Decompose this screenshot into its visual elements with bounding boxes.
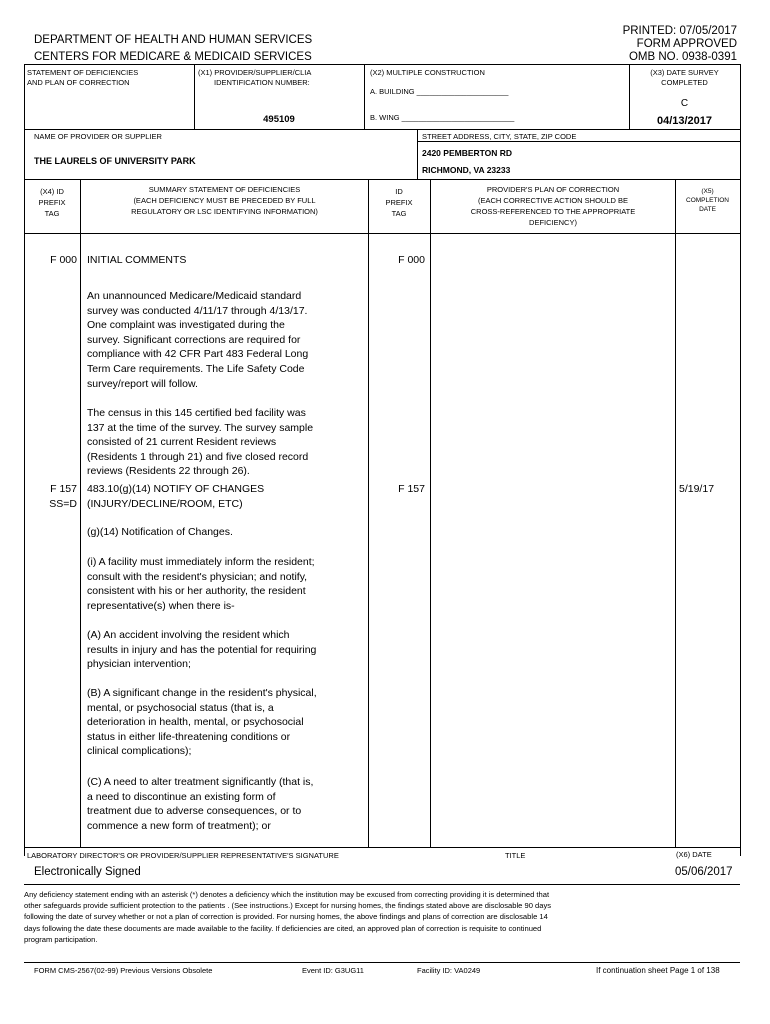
street-address: 2420 PEMBERTON RD <box>422 148 513 158</box>
plan-label-3: CROSS-REFERENCED TO THE APPROPRIATE <box>470 207 636 216</box>
id-label-3: TAG <box>391 209 407 218</box>
x3-label-1: (X3) DATE SURVEY <box>650 68 719 77</box>
x4-label-2: PREFIX <box>38 198 66 207</box>
statement-label-1: STATEMENT OF DEFICIENCIES <box>27 68 139 77</box>
signature-label: LABORATORY DIRECTOR'S OR PROVIDER/SUPPLIER REPRESENTATIVE'S SIGNATURE <box>27 851 339 860</box>
plan-label-1: PROVIDER'S PLAN OF CORRECTION <box>486 185 620 194</box>
x1-label-1: (X1) PROVIDER/SUPPLIER/CLIA <box>198 68 312 77</box>
summary-label-3: REGULATORY OR LSC IDENTIFYING INFORMATION) <box>131 207 318 216</box>
tag-f157: F 157 <box>50 483 77 495</box>
id-f157: F 157 <box>398 483 425 495</box>
department-title: DEPARTMENT OF HEALTH AND HUMAN SERVICES <box>34 34 313 46</box>
completion-date: 5/19/17 <box>679 483 715 495</box>
x4-label-3: TAG <box>44 209 60 218</box>
tag-f000: F 000 <box>50 254 77 266</box>
x6-date-label: (X6) DATE <box>676 850 712 859</box>
plan-label-4: DEFICIENCY) <box>529 218 577 227</box>
plan-label-2: (EACH CORRECTIVE ACTION SHOULD BE <box>477 196 629 205</box>
provider-name-label: NAME OF PROVIDER OR SUPPLIER <box>34 132 162 141</box>
page-number: If continuation sheet Page 1 of 138 <box>596 966 720 975</box>
notification-paragraph: (g)(14) Notification of Changes. <box>87 526 233 538</box>
city-state-zip: RICHMOND, VA 23233 <box>422 165 511 175</box>
summary-label-2: (EACH DEFICIENCY MUST BE PRECEDED BY FULL <box>133 196 316 205</box>
x2-label: (X2) MULTIPLE CONSTRUCTION <box>370 68 485 77</box>
form-number: FORM CMS-2567(02-99) Previous Versions Obsolete <box>34 966 213 975</box>
census-paragraph: The census in this 145 certified bed facility was 137 at the time of the survey. The survey sample consisted of 21 current Resident reviews (Residents 1 through 21) and five closed record reviews (Residents 22 through 26). <box>87 407 314 478</box>
statement-label-2: AND PLAN OF CORRECTION <box>27 78 130 87</box>
facility-id: Facility ID: VA0249 <box>417 966 481 975</box>
centers-title: CENTERS FOR MEDICARE & MEDICAID SERVICES <box>34 51 312 63</box>
form-approved: FORM APPROVED <box>636 38 737 50</box>
treatment-paragraph: (C) A need to alter treatment significantly (that is, a need to discontinue an existing form of treatment due to adverse consequences, or to commence a new form of treatment); or <box>87 776 314 832</box>
inform-paragraph: (i) A facility must immediately inform the resident; consult with the resident's physician; and notify, consistent with his or her authority, the resident representative(s) when there is- <box>87 556 315 612</box>
provider-name: THE LAURELS OF UNIVERSITY PARK <box>34 156 196 166</box>
id-label-1: ID <box>395 187 403 196</box>
x4-label-1: (X4) ID <box>40 187 64 196</box>
f157-title: 483.10(g)(14) NOTIFY OF CHANGES (INJURY/DECLINE/ROOM, ETC) <box>87 483 265 510</box>
x5-label-1: (X5) <box>701 188 714 195</box>
signature-date: 05/06/2017 <box>675 866 733 878</box>
summary-label-1: SUMMARY STATEMENT OF DEFICIENCIES <box>148 185 301 194</box>
disclaimer-text: Any deficiency statement ending with an asterisk (*) denotes a deficiency which the institution may be excused from correcting providing it is determined that other safeguards provide sufficient protection to the patients . (See instructions.) Except for nursing homes, the findings stated above are disclosable 90 days following the date of survey whether or not a plan of correction is provided. For nursing homes, the above findings and plans of correction are disclosable 14 days following the date these documents are made available to the facility. If deficiencies are cited, an approved plan of correction is requisite to continued program participation. <box>24 890 552 944</box>
id-f000: F 000 <box>398 254 425 266</box>
id-label-2: PREFIX <box>385 198 413 207</box>
event-id: Event ID: G3UG11 <box>302 966 364 975</box>
x3-label-2: COMPLETED <box>661 78 708 87</box>
printed-date: PRINTED: 07/05/2017 <box>622 25 737 37</box>
signature-value: Electronically Signed <box>34 866 141 878</box>
change-paragraph: (B) A significant change in the resident's physical, mental, or psychosocial status (that is, a deterioration in health, mental, or psychosocial status in either life-threatening conditions or clinical complications); <box>87 687 317 758</box>
building-label: A. BUILDING ______________________ <box>370 87 509 96</box>
accident-paragraph: (A) An accident involving the resident which results in injury and has the potential for requiring physician intervention; <box>87 629 317 671</box>
address-label: STREET ADDRESS, CITY, STATE, ZIP CODE <box>422 132 577 141</box>
provider-number: 495109 <box>263 114 295 125</box>
x5-label-3: DATE <box>699 206 716 213</box>
initial-comments-title: INITIAL COMMENTS <box>87 254 187 266</box>
survey-paragraph: An unannounced Medicare/Medicaid standard survey was conducted 4/11/17 through 4/13/17. One complaint was investigated during the survey. Significant corrections are required for compliance with 42 CFR Part 483 Federal Long Term Care requirements. The Life Safety Code survey/report will follow. <box>87 290 309 390</box>
wing-label: B. WING ___________________________ <box>370 113 515 122</box>
x1-label-2: IDENTIFICATION NUMBER: <box>214 78 310 87</box>
x5-label-2: COMPLETION <box>686 197 729 204</box>
survey-date: 04/13/2017 <box>656 115 713 127</box>
survey-code: C <box>680 98 689 109</box>
omb-number: OMB NO. 0938-0391 <box>628 51 737 63</box>
scope-severity: SS=D <box>49 498 77 510</box>
title-label: TITLE <box>505 851 526 860</box>
